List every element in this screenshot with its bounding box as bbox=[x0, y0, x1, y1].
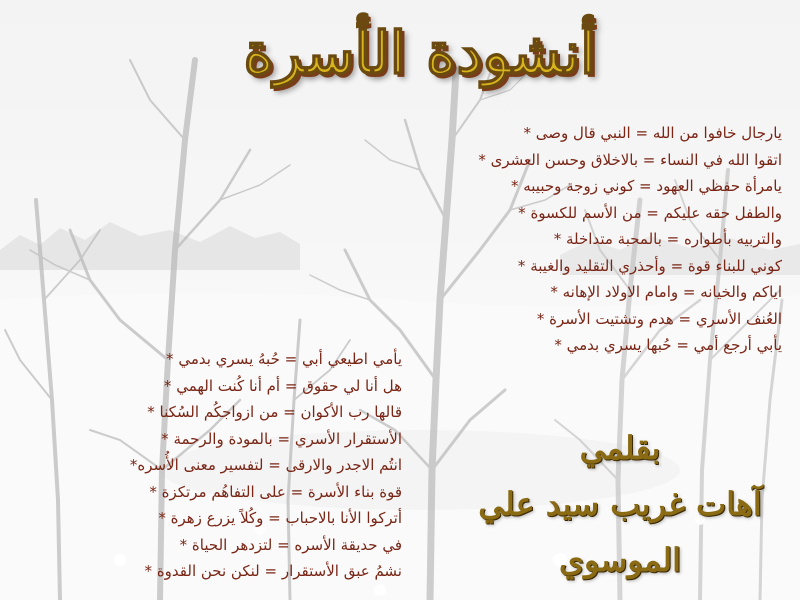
poem-left-column bbox=[60, 346, 402, 585]
poem-right-column bbox=[400, 120, 782, 359]
author-signature bbox=[470, 420, 770, 588]
poem-line: الأستقرار الأسري = بالمودة والرحمة * bbox=[161, 429, 402, 448]
poem-line: والطفل حقه عليكم = من الأسم للكسوة * bbox=[518, 203, 782, 222]
poem-line: يأمي اطيعي أبي = حُبهُ يسري بدمي * bbox=[166, 350, 402, 368]
poem-line: يأبي أرجع أمي = حُبها يسري بدمي * bbox=[554, 336, 782, 354]
poem-line: هل أنا لي حقوق = أم أنا كُنت الهمي * bbox=[163, 376, 402, 395]
poem-line: يامرأة حفظي العهود = كوني زوجة وحبيبه * bbox=[510, 177, 782, 195]
poem-line: انتُم الاجدر والارقى = لتفسير معنى الأُسره* bbox=[129, 456, 402, 474]
signature-author-name: آهات غريب سيد علي bbox=[478, 485, 762, 523]
poem-line: في حديقة الأسره = لتزدهر الحياة * bbox=[179, 535, 402, 554]
page-title: أنشودة الأسرة bbox=[243, 19, 597, 87]
poem-line: والتربيه بأطواره = بالمحبة متداخلة * bbox=[553, 230, 782, 248]
signature-by-my-pen: بقلمي bbox=[579, 429, 661, 467]
poem-line: يارجال خافوا من الله = النبي قال وصى * bbox=[523, 124, 782, 142]
poem-line: اتقوا الله في النساء = بالاخلاق وحسن العشرى * bbox=[478, 150, 782, 169]
poem-line: العُنف الأسري = هدم وتشتيت الأسرة * bbox=[536, 309, 782, 328]
poem-line: اياكم والخيانه = وامام الاولاد الإهانه * bbox=[550, 283, 782, 301]
signature-author-surname: الموسوي bbox=[558, 541, 682, 579]
poem-line: نشمُ عبق الأستقرار = لنكن نحن القدوة * bbox=[144, 562, 402, 580]
poem-line: كوني للبناء قوة = وأحذري التقليد والغيبة * bbox=[517, 256, 782, 275]
poem-line: قالها رب الأكوان = من ازواجكُم السُكنا * bbox=[147, 403, 402, 421]
poem-line: قوة بناء الأسرة = على التفاهُم مرتكزة * bbox=[149, 482, 402, 501]
poem-line: أتركوا الأنا بالاحباب = وكُلاً يزرع زهرة * bbox=[158, 509, 402, 527]
